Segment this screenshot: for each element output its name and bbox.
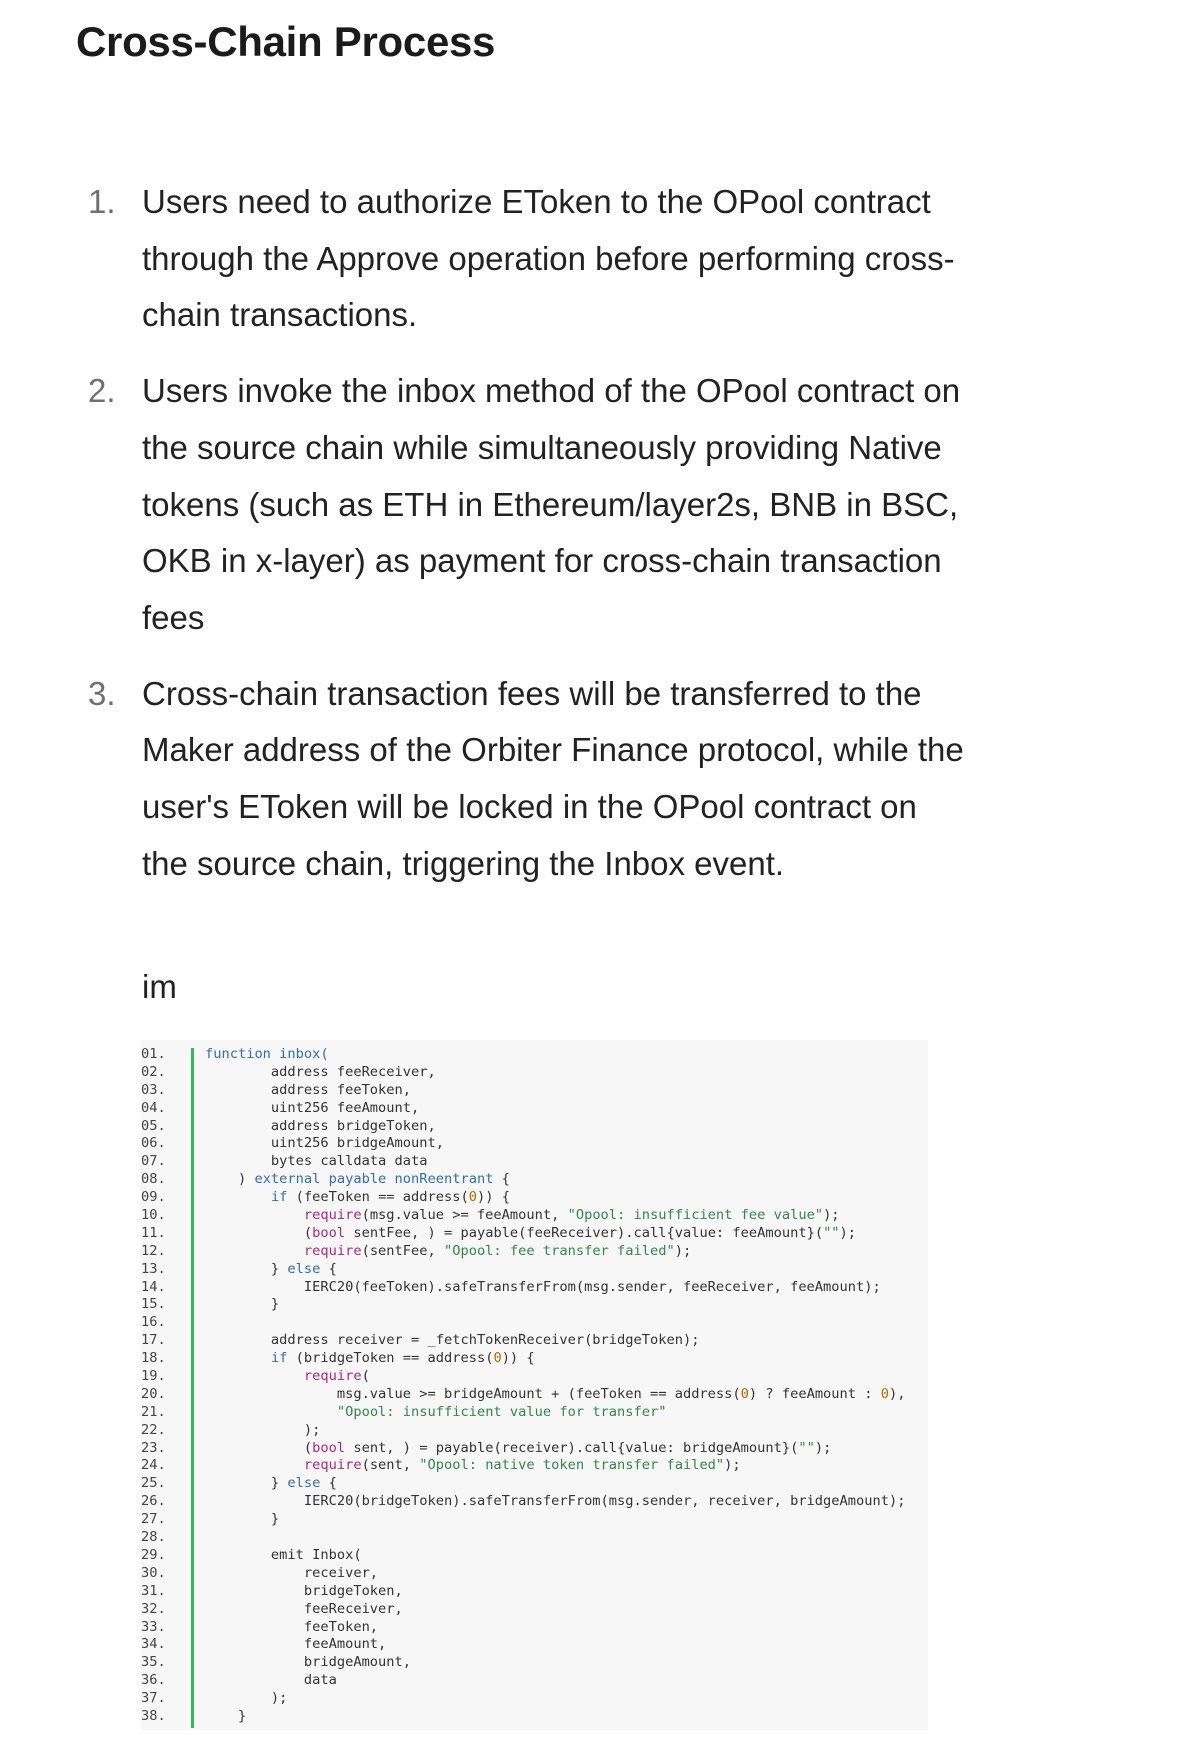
code-token xyxy=(205,1243,304,1259)
code-block xyxy=(141,1040,928,1730)
code-line xyxy=(205,1332,928,1350)
code-token: feeToken, xyxy=(205,1618,379,1635)
code-token: "" xyxy=(798,1439,815,1456)
code-line-number: 15. xyxy=(141,1296,166,1313)
code-line xyxy=(205,1529,928,1547)
code-line-number: 03. xyxy=(141,1081,166,1098)
code-line xyxy=(205,1118,928,1136)
code-token xyxy=(205,1404,337,1420)
code-line xyxy=(205,1636,928,1654)
code-line xyxy=(205,1475,928,1493)
code-token: require xyxy=(303,1242,362,1259)
code-token: require xyxy=(303,1368,362,1385)
code-line xyxy=(205,1082,928,1100)
code-token: 0 xyxy=(493,1350,502,1367)
code-token: uint256 feeAmount, xyxy=(205,1099,420,1116)
code-token: receiver, xyxy=(205,1564,379,1581)
code-line xyxy=(205,1153,928,1171)
code-line-number: 05. xyxy=(141,1117,166,1134)
code-line xyxy=(205,1296,928,1314)
code-token: ) xyxy=(205,1171,255,1188)
code-token: )) { xyxy=(476,1189,510,1206)
code-token: address bridgeToken, xyxy=(205,1117,436,1134)
code-token: bytes calldata data xyxy=(205,1153,428,1170)
code-line xyxy=(205,1135,928,1153)
code-token: "Opool: insufficient value for transfer" xyxy=(336,1403,667,1420)
code-line xyxy=(205,1064,928,1082)
code-line xyxy=(205,1708,928,1726)
code-token xyxy=(205,1368,304,1384)
code-line xyxy=(205,1046,928,1064)
code-token: ); xyxy=(205,1421,321,1438)
code-line xyxy=(205,1189,928,1207)
code-token: else xyxy=(287,1260,321,1277)
list-item xyxy=(88,174,968,344)
code-line xyxy=(205,1672,928,1690)
code-token: ), xyxy=(889,1385,906,1402)
code-token: (msg.value >= feeAmount, xyxy=(361,1207,568,1224)
code-line-number: 12. xyxy=(141,1242,166,1259)
code-line-number: 18. xyxy=(141,1350,166,1367)
code-line xyxy=(205,1583,928,1601)
code-line-number: 08. xyxy=(141,1171,166,1188)
code-line xyxy=(205,1565,928,1583)
code-token: ); xyxy=(823,1207,840,1224)
code-line xyxy=(205,1547,928,1565)
code-line-number: 22. xyxy=(141,1421,166,1438)
code-token: 0 xyxy=(468,1189,477,1206)
list-item-text: Users need to authorize EToken to the OPool contract through the Approve operation before performing cross-chain transactions. xyxy=(142,183,955,334)
code-token xyxy=(205,1189,271,1205)
code-line-number: 35. xyxy=(141,1654,166,1671)
code-line-number: 37. xyxy=(141,1690,166,1707)
code-line xyxy=(205,1243,928,1261)
code-line-number: 04. xyxy=(141,1099,166,1116)
code-line xyxy=(205,1386,928,1404)
code-token: address receiver = _fetchTokenReceiver(bridgeToken); xyxy=(205,1332,700,1349)
code-line-number: 29. xyxy=(141,1546,166,1563)
code-token: 0 xyxy=(880,1385,889,1402)
code-line-number: 31. xyxy=(141,1582,166,1599)
code-line-number: 16. xyxy=(141,1314,166,1331)
code-token: if xyxy=(270,1189,288,1206)
code-token: ( xyxy=(205,1439,313,1456)
code-token: sentFee, ) = payable(feeReceiver).call{value: feeAmount}( xyxy=(345,1224,824,1241)
code-token xyxy=(205,1207,304,1223)
code-token: sent, ) = payable(receiver).call{value: bridgeAmount}( xyxy=(345,1439,799,1456)
code-line xyxy=(205,1511,928,1529)
code-line-number: 10. xyxy=(141,1207,166,1224)
code-line-number: 19. xyxy=(141,1368,166,1385)
code-line xyxy=(205,1457,928,1475)
code-token: feeReceiver, xyxy=(205,1600,403,1617)
code-token: bridgeAmount, xyxy=(205,1654,412,1671)
code-line xyxy=(205,1440,928,1458)
code-line-number: 01. xyxy=(141,1046,166,1062)
code-token: ); xyxy=(839,1224,857,1241)
code-lines xyxy=(205,1046,928,1726)
code-token: } xyxy=(205,1296,280,1313)
list-item-number: 1. xyxy=(88,183,116,220)
code-line xyxy=(205,1368,928,1386)
code-token: } xyxy=(205,1260,288,1277)
code-token: (sentFee, xyxy=(361,1242,444,1259)
code-line xyxy=(205,1279,928,1297)
code-token: "Opool: fee transfer failed" xyxy=(443,1242,675,1259)
code-line-number: 30. xyxy=(141,1564,166,1581)
code-line-number: 27. xyxy=(141,1511,166,1528)
list-item-number: 2. xyxy=(88,372,116,410)
code-token: { xyxy=(320,1475,337,1492)
code-token: )) { xyxy=(501,1350,535,1367)
code-line-number: 33. xyxy=(141,1618,166,1635)
code-line xyxy=(205,1171,928,1189)
code-token: ( xyxy=(205,1224,313,1241)
list-item-text: Cross-chain transaction fees will be transferred to the Maker address of the Orbiter Finance protocol, while the user's EToken will be locked in the OPool contract on the source chain, triggering the Inbox event. xyxy=(142,674,964,882)
steps-list xyxy=(88,174,968,911)
code-token: } xyxy=(205,1475,288,1492)
list-item-text: Users invoke the inbox method of the OPool contract on the source chain while simultaneously providing Native tokens (such as ETH in Ethereum/layer2s, BNB in BSC, OKB in x-layer) as payment for cross-chain transaction fees xyxy=(142,372,961,636)
code-line-number: 32. xyxy=(141,1600,166,1617)
code-line-number: 09. xyxy=(141,1189,166,1206)
code-line xyxy=(205,1350,928,1368)
code-line xyxy=(205,1493,928,1511)
code-token xyxy=(205,1457,304,1473)
code-line-number: 14. xyxy=(141,1278,166,1295)
code-line-number: 28. xyxy=(141,1529,166,1546)
code-line xyxy=(205,1225,928,1243)
code-line xyxy=(205,1422,928,1440)
list-item-number: 3. xyxy=(88,674,116,712)
code-token: IERC20(feeToken).safeTransferFrom(msg.sender, feeReceiver, feeAmount); xyxy=(205,1278,881,1295)
code-token: ) ? feeAmount : xyxy=(748,1385,881,1402)
code-token: external payable nonReentrant xyxy=(254,1171,494,1188)
code-token: "Opool: insufficient fee value" xyxy=(567,1207,824,1224)
code-token: bool xyxy=(312,1439,346,1456)
code-token: address feeReceiver, xyxy=(205,1063,436,1080)
code-token: msg.value >= bridgeAmount + (feeToken == address( xyxy=(205,1385,741,1402)
code-token xyxy=(205,1350,271,1366)
code-token: bool xyxy=(312,1224,346,1241)
code-gutter-bar xyxy=(191,1048,194,1728)
code-token: (bridgeToken == address( xyxy=(287,1350,494,1367)
list-item xyxy=(88,363,968,647)
code-token: ); xyxy=(674,1242,692,1259)
code-line-number: 06. xyxy=(141,1135,166,1152)
code-token: else xyxy=(287,1475,321,1492)
code-line xyxy=(205,1404,928,1422)
code-token: IERC20(bridgeToken).safeTransferFrom(msg.sender, receiver, bridgeAmount); xyxy=(205,1493,906,1510)
code-token: ); xyxy=(205,1690,288,1707)
code-token: } xyxy=(205,1511,280,1528)
code-line xyxy=(205,1654,928,1672)
list-item xyxy=(88,666,968,893)
code-token: "" xyxy=(823,1224,840,1241)
code-line xyxy=(205,1690,928,1708)
code-line xyxy=(205,1261,928,1279)
code-line-number: 23. xyxy=(141,1439,166,1456)
code-line-number: 25. xyxy=(141,1475,166,1492)
code-token: require xyxy=(303,1207,362,1224)
code-token: ); xyxy=(814,1439,832,1456)
code-line-number: 11. xyxy=(141,1224,166,1241)
code-token: { xyxy=(493,1171,510,1188)
code-token: ( xyxy=(361,1368,370,1385)
code-line-number: 24. xyxy=(141,1457,166,1474)
code-token: } xyxy=(205,1707,247,1724)
code-line xyxy=(205,1207,928,1225)
code-token: (feeToken == address( xyxy=(287,1189,469,1206)
code-line xyxy=(205,1619,928,1637)
code-line-number: 20. xyxy=(141,1385,166,1402)
code-line-number: 26. xyxy=(141,1493,166,1510)
code-token: emit Inbox( xyxy=(205,1546,362,1563)
code-token: 0 xyxy=(740,1385,749,1402)
code-token: ); xyxy=(724,1457,741,1474)
code-line-number: 13. xyxy=(141,1260,166,1277)
code-token: "Opool: native token transfer failed" xyxy=(419,1457,725,1474)
code-token: (sent, xyxy=(361,1457,420,1474)
code-line xyxy=(205,1314,928,1332)
code-token: address feeToken, xyxy=(205,1081,412,1098)
code-line-number: 17. xyxy=(141,1332,166,1349)
code-token: function inbox( xyxy=(205,1046,329,1062)
stray-text: im xyxy=(142,968,177,1005)
code-line xyxy=(205,1100,928,1118)
code-line xyxy=(205,1601,928,1619)
code-gutter xyxy=(141,1046,191,1726)
code-token: feeAmount, xyxy=(205,1636,387,1653)
code-token: if xyxy=(270,1350,288,1367)
code-token: { xyxy=(320,1260,337,1277)
code-line-number: 07. xyxy=(141,1153,166,1170)
code-token: data xyxy=(205,1672,337,1689)
code-line-number: 36. xyxy=(141,1672,166,1689)
code-token: require xyxy=(303,1457,362,1474)
code-line-number: 21. xyxy=(141,1403,166,1420)
page-title: Cross-Chain Process xyxy=(76,18,496,65)
code-line-number: 02. xyxy=(141,1063,166,1080)
code-line-number: 38. xyxy=(141,1707,166,1724)
code-line-number: 34. xyxy=(141,1636,166,1653)
code-token: uint256 bridgeAmount, xyxy=(205,1135,444,1152)
code-token: bridgeToken, xyxy=(205,1582,403,1599)
